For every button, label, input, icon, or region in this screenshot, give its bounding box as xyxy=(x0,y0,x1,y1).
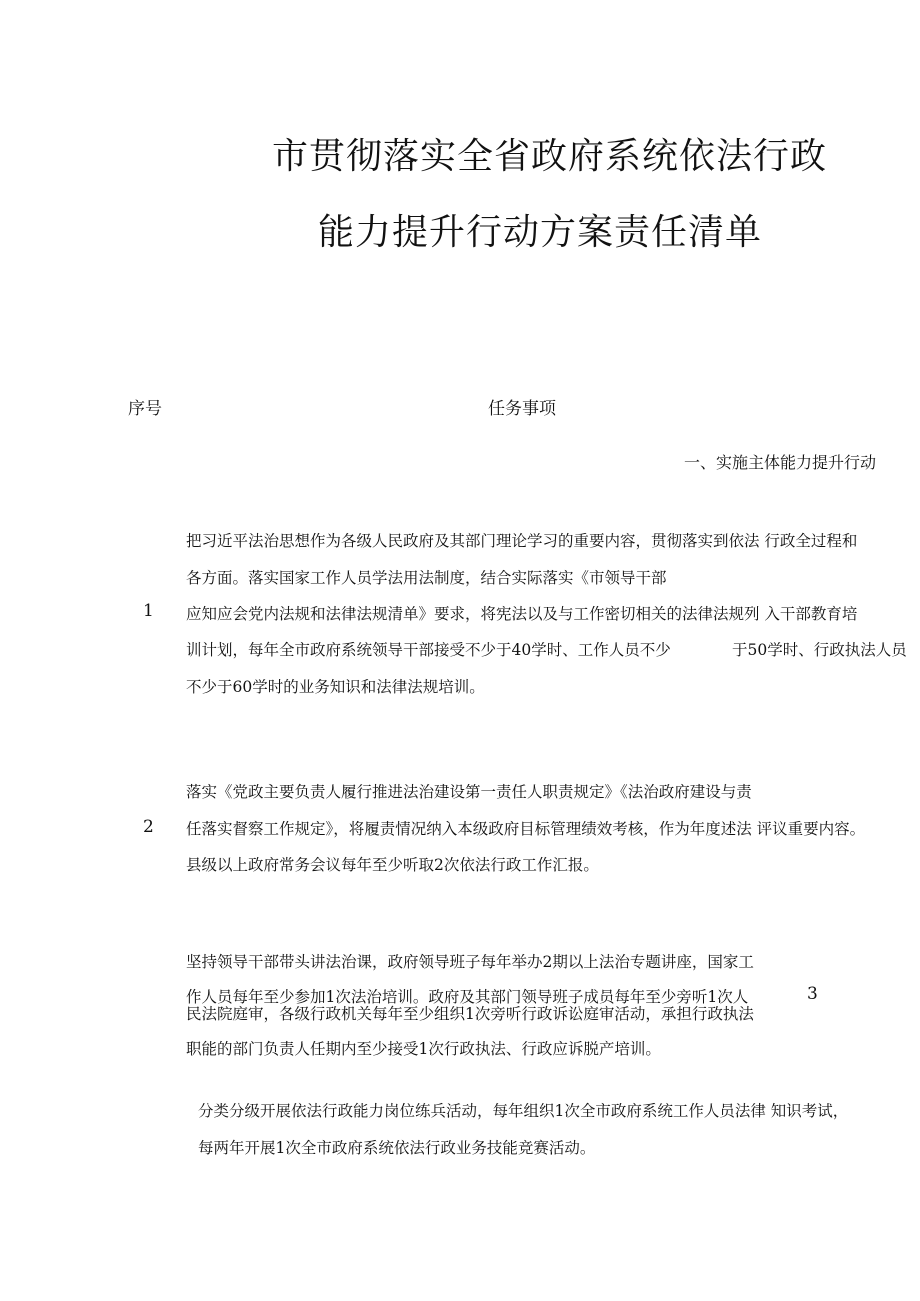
item-index: 1 xyxy=(143,601,154,621)
item-text-line: 分类分级开展依法行政能力岗位练兵活动，每年组织1次全市政府系统工作人员法律 知识考试， xyxy=(198,1102,849,1120)
item-text-line: 坚持领导干部带头讲法治课，政府领导班子每年举办2期以上法治专题讲座，国家工 xyxy=(186,953,754,971)
item-text-line: 落实《党政主要负责人履行推进法治建设第一责任人职责规定》《法治政府建设与责 xyxy=(186,783,752,801)
item-text-line: 每两年开展1次全市政府系统依法行政业务技能竞赛活动。 xyxy=(198,1139,596,1157)
item-text-line: 作人员每年至少参加1次法治培训。政府及其部门领导班子成员每年至少旁听1次人 xyxy=(186,988,749,1006)
item-text-line: 于50学时、行政执法人员 xyxy=(732,641,907,659)
item-text-line: 各方面。落实国家工作人员学法用法制度，结合实际落实《市领导干部 xyxy=(186,569,667,587)
item-text-line: 县级以上政府常务会议每年至少听取2次依法行政工作汇报。 xyxy=(186,856,599,874)
item-index: 3 xyxy=(807,984,818,1004)
column-header-task: 任务事项 xyxy=(488,399,556,419)
item-text-line: 民法院庭审，各级行政机关每年至少组织1次旁听行政诉讼庭审活动，承担行政执法 xyxy=(186,1005,754,1023)
section-heading: 一、实施主体能力提升行动 xyxy=(684,453,877,472)
item-text-line: 不少于60学时的业务知识和法律法规培训。 xyxy=(186,678,485,696)
item-text-line: 职能的部门负责人任期内至少接受1次行政执法、行政应诉脱产培训。 xyxy=(186,1040,661,1058)
item-index: 2 xyxy=(143,817,154,837)
item-text-line: 训计划，每年全市政府系统领导干部接受不少于40学时、工作人员不少 xyxy=(186,641,671,659)
item-text-line: 应知应会党内法规和法律法规清单》要求，将宪法以及与工作密切相关的法律法规列 入干部教育培 xyxy=(186,605,858,623)
item-text-line: 任落实督察工作规定》，将履责情况纳入本级政府目标管理绩效考核，作为年度述法 评议重要内容。 xyxy=(186,820,866,838)
item-text-line: 把习近平法治思想作为各级人民政府及其部门理论学习的重要内容，贯彻落实到依法 行政全过程和 xyxy=(186,532,858,550)
column-header-index: 序号 xyxy=(128,399,162,419)
document-title-line-2: 能力提升行动方案责任清单 xyxy=(318,212,763,253)
document-title-line-1: 市贯彻落实全省政府系统依法行政 xyxy=(272,136,828,177)
